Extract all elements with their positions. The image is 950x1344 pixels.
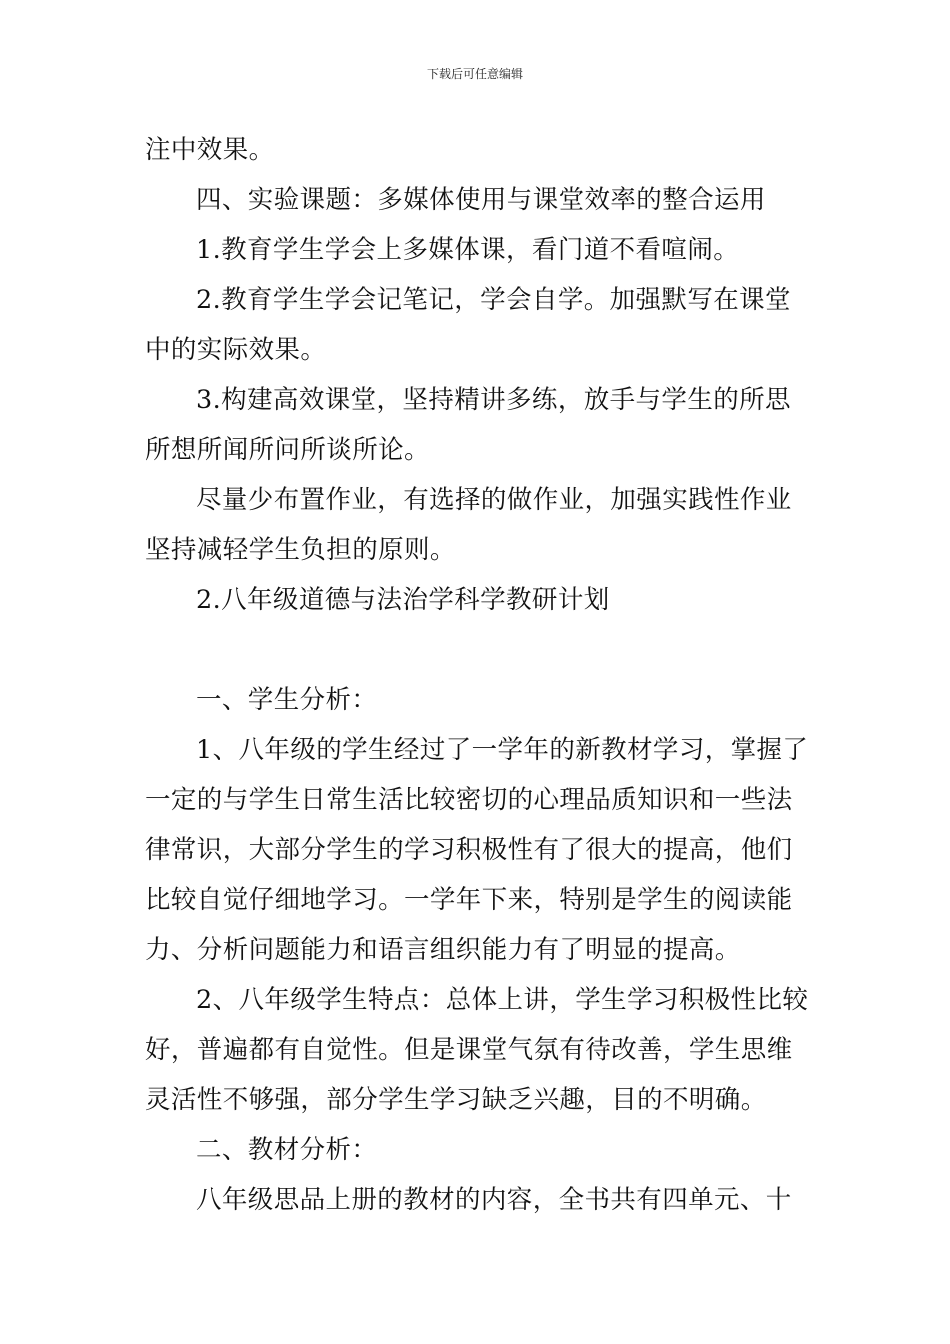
paragraph-line: 好，普遍都有自觉性。但是课堂气氛有待改善，学生思维 (145, 1035, 793, 1065)
paragraph-line: 比较自觉仔细地学习。一学年下来，特别是学生的阅读能 (145, 885, 793, 915)
paragraph-line: 1、八年级的学生经过了一学年的新教材学习，掌握了 (196, 735, 809, 765)
paragraph-line: 一定的与学生日常生活比较密切的心理品质知识和一些法 (145, 785, 793, 815)
paragraph-line: 中的实际效果。 (145, 335, 327, 365)
paragraph-line: 所想所闻所问所谈所论。 (145, 435, 430, 465)
paragraph-line: 3.构建高效课堂，坚持精讲多练，放手与学生的所思 (196, 385, 791, 415)
section-heading: 一、学生分析： (196, 685, 378, 715)
section-heading: 二、教材分析： (196, 1135, 378, 1165)
section-heading: 四、实验课题：多媒体使用与课堂效率的整合运用 (196, 185, 766, 215)
document-body (145, 125, 813, 1225)
paragraph-line: 2、八年级学生特点：总体上讲，学生学习积极性比较 (196, 985, 809, 1015)
paragraph-line: 1.教育学生学会上多媒体课，看门道不看喧闹。 (196, 235, 740, 265)
paragraph-line: 注中效果。 (145, 135, 275, 165)
paragraph-line: 2.教育学生学会记笔记，学会自学。加强默写在课堂 (196, 285, 791, 315)
paragraph-line: 律常识，大部分学生的学习积极性有了很大的提高，他们 (145, 835, 793, 865)
blank-line (145, 625, 813, 675)
paragraph-line: 尽量少布置作业，有选择的做作业，加强实践性作业 (196, 485, 792, 515)
paragraph-line: 八年级思品上册的教材的内容，全书共有四单元、十 (196, 1185, 792, 1215)
paragraph-line: 坚持减轻学生负担的原则。 (145, 535, 456, 565)
document-title: 2.八年级道德与法治学科学教研计划 (196, 585, 610, 615)
paragraph-line: 力、分析问题能力和语言组织能力有了明显的提高。 (145, 935, 741, 965)
page-header: 下载后可任意编辑 (426, 67, 523, 81)
paragraph-line: 灵活性不够强，部分学生学习缺乏兴趣，目的不明确。 (145, 1085, 767, 1115)
